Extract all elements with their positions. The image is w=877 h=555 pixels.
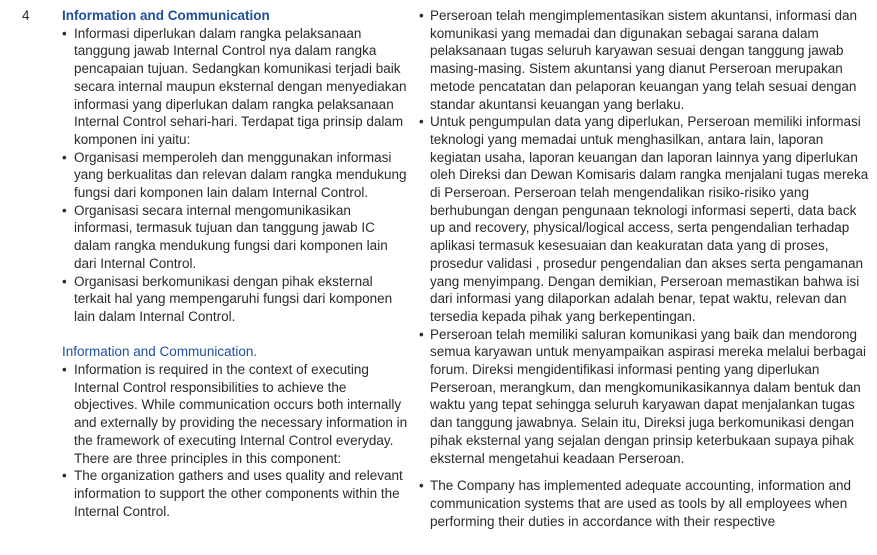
right-column: [419, 7, 871, 530]
list-item: • Information is required in the context of executing Internal Control responsibilities to achieve the objectives. While communication occurs both internally and externally by providing the necessary information in the framework of executing Internal Control everyday. There are three principles in this component:: [62, 361, 412, 467]
indonesian-bullet-list: [419, 7, 871, 467]
list-item: • The Company has implemented adequate accounting, information and communication systems that are used as tools by all employees when performing their duties in accordance with their respective: [419, 477, 871, 530]
list-item: • Informasi diperlukan dalam rangka pelaksanaan tanggung jawab Internal Control nya dalam rangka pencapaian tujuan. Sedangkan komunikasi terjadi baik secara internal maupun eksternal dengan menyediakan informasi yang diperlukan dalam rangka pelaksanaan Internal Control sehari-hari. Terdapat tiga prinsip dalam komponen ini yaitu:: [62, 25, 412, 149]
english-bullet-list: [62, 361, 412, 520]
list-item: • Untuk pengumpulan data yang diperlukan, Perseroan memiliki informasi teknologi yang memadai untuk menghasilkan, antara lain, laporan kegiatan usaha, laporan keuangan dan laporan lainnya yang diperlukan oleh Direksi dan Dewan Komisaris dalam rangka menjalani tugas mereka di Perseroan. Perseroan telah mengendalikan risiko-risiko yang berhubungan dengan pengunaan teknologi informasi seperti, data back up and recovery, physical/logical access, serta pengendalian terhadap aplikasi termasuk kesesuaian dan keakuratan data yang di proses, prosedur validasi , prosedur pengendalian dan akses serta pengamanan yang menyimpang. Dengan demikian, Perseroan memastikan bahwa isi dari informasi yang dilaporkan adalah benar, tepat waktu, relevan dan tersedia kepada pihak yang berkepentingan.: [419, 113, 871, 325]
left-column: [62, 7, 412, 520]
section-heading-indonesian: Information and Communication: [62, 8, 270, 23]
section-heading-english: Information and Communication.: [62, 344, 258, 360]
list-item: • Organisasi memperoleh dan menggunakan informasi yang berkualitas dan relevan dalam rangka mendukung fungsi dari komponen lain dalam Internal Control.: [62, 149, 412, 202]
list-item: • The organization gathers and uses quality and relevant information to support the other components within the Internal Control.: [62, 467, 412, 520]
list-item: • Organisasi secara internal mengomunikasikan informasi, termasuk tujuan dan tanggung jawab IC dalam rangka mendukung fungsi dari komponen lain dari Internal Control.: [62, 202, 412, 273]
page-number: 4: [22, 8, 30, 23]
english-bullet-list: [419, 477, 871, 530]
list-item: • Organisasi berkomunikasi dengan pihak eksternal terkait hal yang mempengaruhi fungsi dari komponen lain dalam Internal Control.: [62, 273, 412, 326]
indonesian-bullet-list: [62, 25, 412, 326]
list-item: • Perseroan telah memiliki saluran komunikasi yang baik dan mendorong semua karyawan untuk menyampaikan aspirasi mereka melalui berbagai forum. Direksi mengidentifikasi informasi penting yang diperlukan Perseroan, merangkum, dan mengkomunikasikannya dalam bentuk dan waktu yang tepat sehingga seluruh karyawan dapat menjalankan tugas dan tanggung jawabnya. Selain itu, Direksi juga berkomunikasi dengan pihak eksternal yang sejalan dengan prinsip keterbukaan supaya pihak eksternal mengetahui keadaan Perseroan.: [419, 326, 871, 468]
list-item: • Perseroan telah mengimplementasikan sistem akuntansi, informasi dan komunikasi yang memadai dan digunakan sebagai sarana dalam pelaksanaan tugas seluruh karyawan sesuai dengan tanggung jawab masing-masing. Sistem akuntansi yang dianut Perseroan merupakan metode pencatatan dan pelaporan keuangan yang telah sesuai dengan standar akuntansi keuangan yang berlaku.: [419, 7, 871, 113]
